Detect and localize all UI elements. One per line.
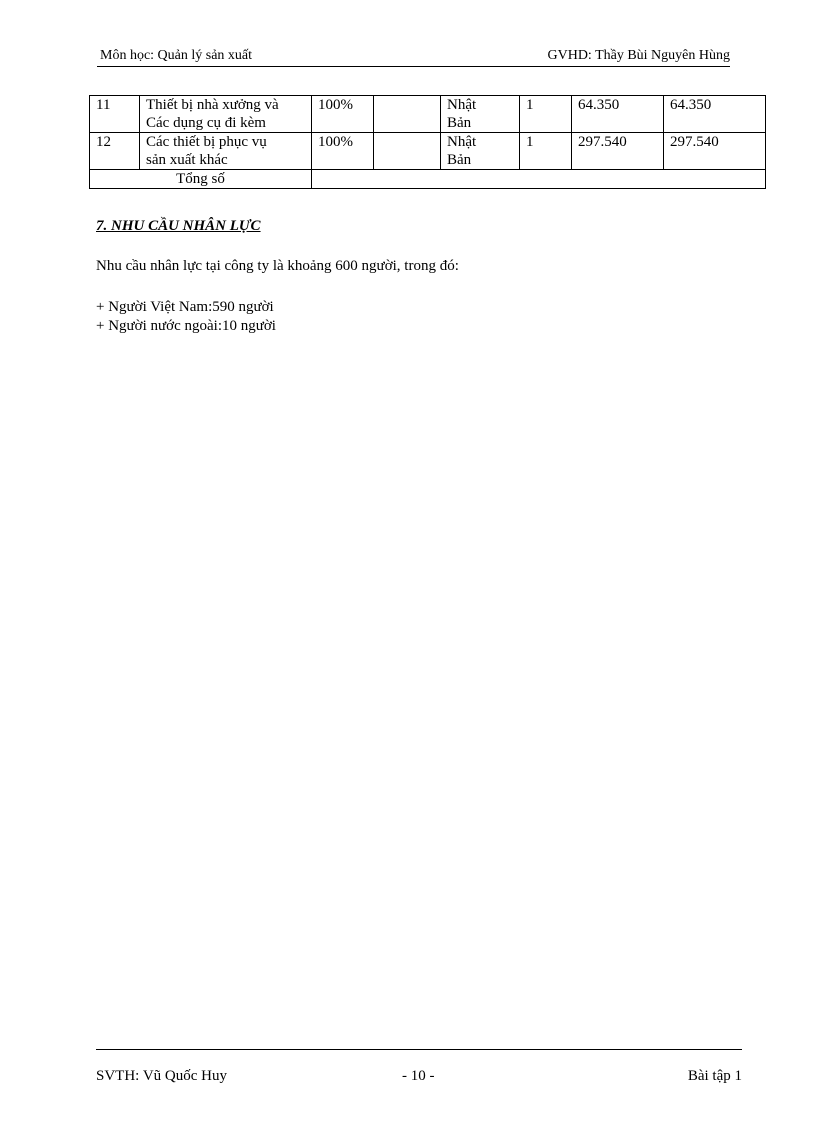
row-number: 12 bbox=[90, 133, 140, 170]
instructor-name: GVHD: Thầy Bùi Nguyên Hùng bbox=[547, 48, 730, 63]
total-cell: 297.540 bbox=[664, 133, 766, 170]
origin-line: Nhật bbox=[447, 97, 477, 113]
table-row bbox=[90, 96, 766, 133]
assignment-label: Bài tập 1 bbox=[687, 1068, 742, 1084]
quantity-cell: 1 bbox=[520, 96, 572, 133]
total-label: Tổng số bbox=[90, 170, 312, 189]
page-number: - 10 - bbox=[402, 1068, 435, 1084]
equipment-name bbox=[140, 133, 312, 170]
student-name: SVTH: Vũ Quốc Huy bbox=[96, 1068, 227, 1084]
empty-cell bbox=[374, 133, 441, 170]
origin-cell bbox=[441, 96, 520, 133]
page-footer bbox=[96, 1049, 742, 1084]
list-item: + Người Việt Nam:590 người bbox=[96, 299, 274, 315]
unit-price-cell: 297.540 bbox=[572, 133, 664, 170]
section-title: 7. NHU CẦU NHÂN LỰC bbox=[96, 218, 261, 234]
table-row bbox=[90, 133, 766, 170]
total-value bbox=[312, 170, 766, 189]
row-number: 11 bbox=[90, 96, 140, 133]
total-row bbox=[90, 170, 766, 189]
equipment-table bbox=[89, 95, 766, 189]
intro-paragraph: Nhu cầu nhân lực tại công ty là khoảng 600 người, trong đó: bbox=[96, 258, 459, 274]
percent-cell: 100% bbox=[312, 96, 374, 133]
unit-price-cell: 64.350 bbox=[572, 96, 664, 133]
origin-cell bbox=[441, 133, 520, 170]
percent-cell: 100% bbox=[312, 133, 374, 170]
origin-line: Bản bbox=[447, 152, 472, 168]
total-cell: 64.350 bbox=[664, 96, 766, 133]
equipment-name-line: Các dụng cụ đi kèm bbox=[146, 115, 266, 131]
equipment-name-line: Các thiết bị phục vụ bbox=[146, 134, 267, 150]
staff-list bbox=[96, 298, 276, 336]
course-name: Môn học: Quản lý sản xuất bbox=[100, 48, 253, 63]
equipment-name bbox=[140, 96, 312, 133]
list-item: + Người nước ngoài:10 người bbox=[96, 318, 276, 334]
origin-line: Bản bbox=[447, 115, 472, 131]
origin-line: Nhật bbox=[447, 134, 477, 150]
equipment-name-line: sản xuất khác bbox=[146, 152, 228, 168]
page-header bbox=[97, 48, 730, 67]
empty-cell bbox=[374, 96, 441, 133]
quantity-cell: 1 bbox=[520, 133, 572, 170]
equipment-name-line: Thiết bị nhà xưởng và bbox=[146, 97, 279, 113]
